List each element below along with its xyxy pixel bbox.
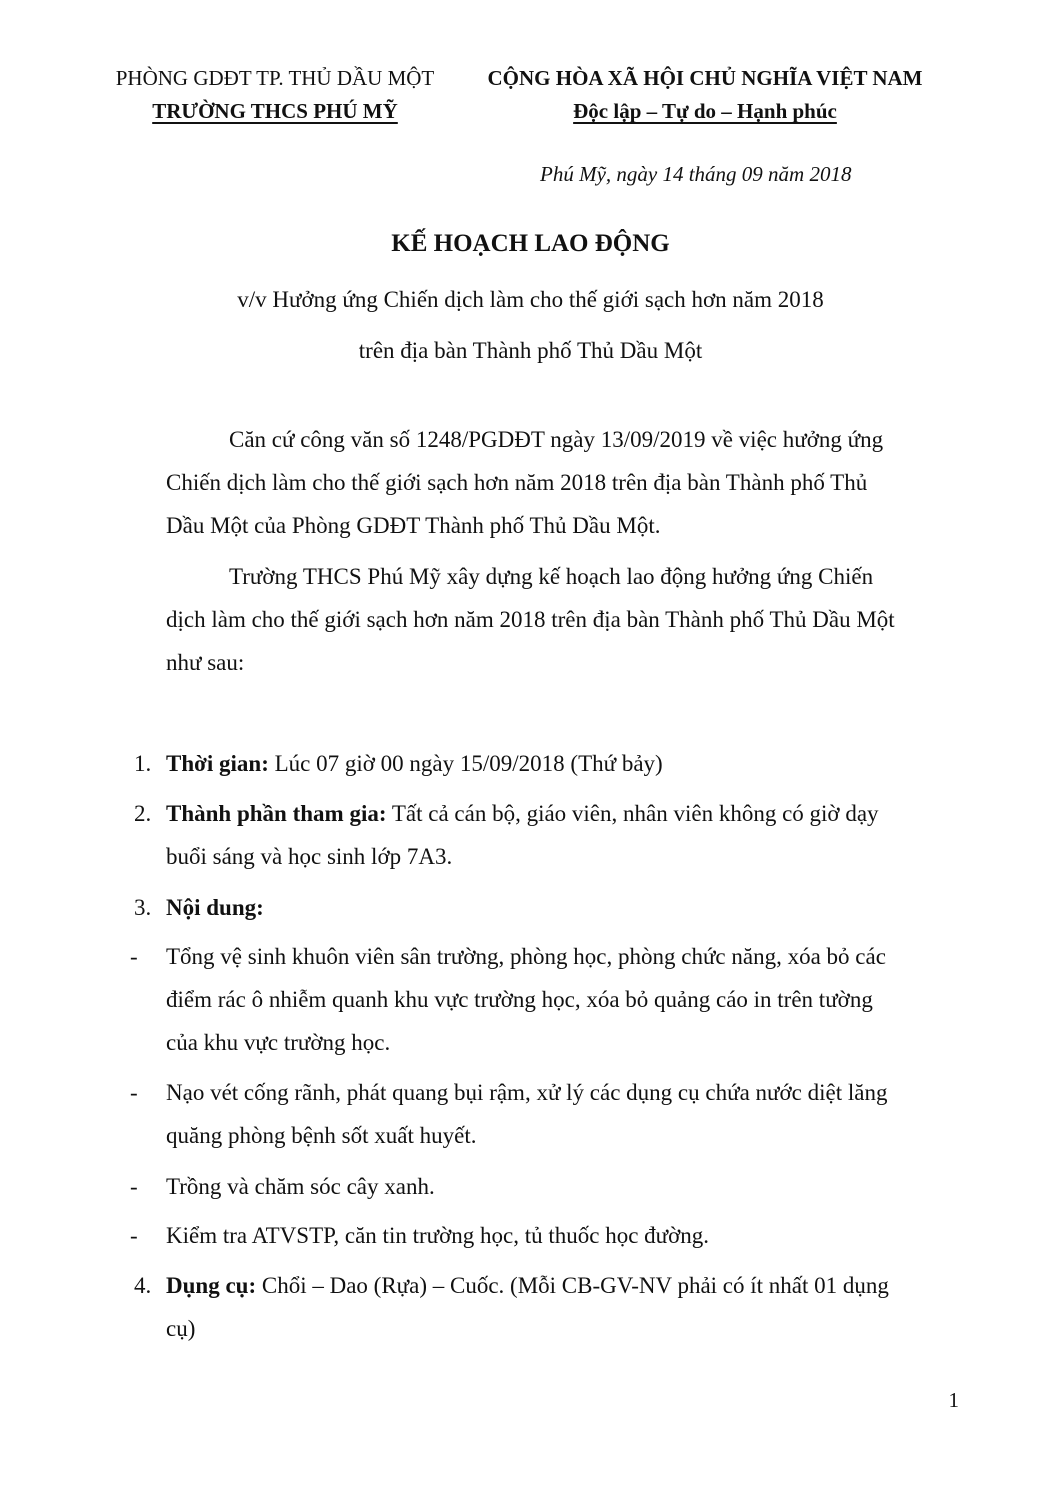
list-item-participants <box>166 801 879 827</box>
list-number: 3. <box>134 895 152 920</box>
list-item-text: Tất cả cán bộ, giáo viên, nhân viên không có giờ dạy <box>386 801 879 826</box>
bullet-line: Tổng vệ sinh khuôn viên sân trường, phòng học, phòng chức năng, xóa bỏ các <box>166 944 886 969</box>
list-item-text: Chổi – Dao (Rựa) – Cuốc. (Mỗi CB-GV-NV phải có ít nhất 01 dụng <box>256 1273 889 1298</box>
document-subtitle-line-1: v/v Hưởng ứng Chiến dịch làm cho thế giới sạch hơn năm 2018 <box>237 287 824 312</box>
bullet-line: Nạo vét cống rãnh, phát quang bụi rậm, xử lý các dụng cụ chứa nước diệt lăng <box>166 1080 888 1105</box>
document-title: KẾ HOẠCH LAO ĐỘNG <box>391 230 670 257</box>
bullet-line: Kiểm tra ATVSTP, căn tin trường học, tủ thuốc học đường. <box>166 1223 710 1248</box>
list-item-tools <box>166 1273 889 1299</box>
paragraph-2-line: Trường THCS Phú Mỹ xây dựng kế hoạch lao động hưởng ứng Chiến <box>229 564 874 589</box>
paragraph-2-line: như sau: <box>166 650 245 675</box>
document-subtitle-line-2: trên địa bàn Thành phố Thủ Dầu Một <box>358 338 703 363</box>
list-item-content-label: Nội dung: <box>166 895 264 920</box>
list-number: 2. <box>134 801 152 826</box>
list-number: 4. <box>134 1273 152 1298</box>
school-name: TRƯỜNG THCS PHÚ MỸ <box>152 99 398 123</box>
bullet-dash: - <box>130 944 138 969</box>
list-item-time <box>166 751 663 777</box>
list-item-label: Thành phần tham gia: <box>166 801 387 826</box>
bullet-dash: - <box>130 1223 138 1248</box>
bullet-line: Trồng và chăm sóc cây xanh. <box>166 1174 435 1199</box>
paragraph-2-line: dịch làm cho thế giới sạch hơn năm 2018 trên địa bàn Thành phố Thủ Dầu Một <box>166 607 895 632</box>
paragraph-1-line: Căn cứ công văn số 1248/PGDĐT ngày 13/09/2019 về việc hưởng ứng <box>229 427 884 452</box>
list-number: 1. <box>134 751 152 776</box>
list-item-continuation: buổi sáng và học sinh lớp 7A3. <box>166 844 453 869</box>
list-item-continuation: cụ) <box>166 1316 196 1341</box>
national-title: CỘNG HÒA XÃ HỘI CHỦ NGHĨA VIỆT NAM <box>487 66 923 90</box>
paragraph-1-line: Chiến dịch làm cho thế giới sạch hơn năm 2018 trên địa bàn Thành phố Thủ <box>166 470 868 495</box>
list-item-label: Dụng cụ: <box>166 1273 257 1298</box>
bullet-dash: - <box>130 1080 138 1105</box>
bullet-line: quăng phòng bệnh sốt xuất huyết. <box>166 1123 477 1148</box>
bullet-line: của khu vực trường học. <box>166 1030 391 1055</box>
bullet-dash: - <box>130 1174 138 1199</box>
national-motto-text: Độc lập – Tự do – Hạnh phúc <box>573 99 837 123</box>
list-item-label: Thời gian: <box>166 751 269 776</box>
bullet-line: điểm rác ô nhiễm quanh khu vực trường học, xóa bỏ quảng cáo in trên tường <box>166 987 873 1012</box>
national-motto <box>470 99 940 124</box>
issuing-office: PHÒNG GDĐT TP. THỦ DẦU MỘT <box>115 66 435 90</box>
place-date: Phú Mỹ, ngày 14 tháng 09 năm 2018 <box>540 162 852 186</box>
paragraph-1-line: Dầu Một của Phòng GDĐT Thành phố Thủ Dầu Một. <box>166 513 661 538</box>
list-item-text: Lúc 07 giờ 00 ngày 15/09/2018 (Thứ bảy) <box>268 751 663 776</box>
page-number: 1 <box>948 1388 959 1412</box>
